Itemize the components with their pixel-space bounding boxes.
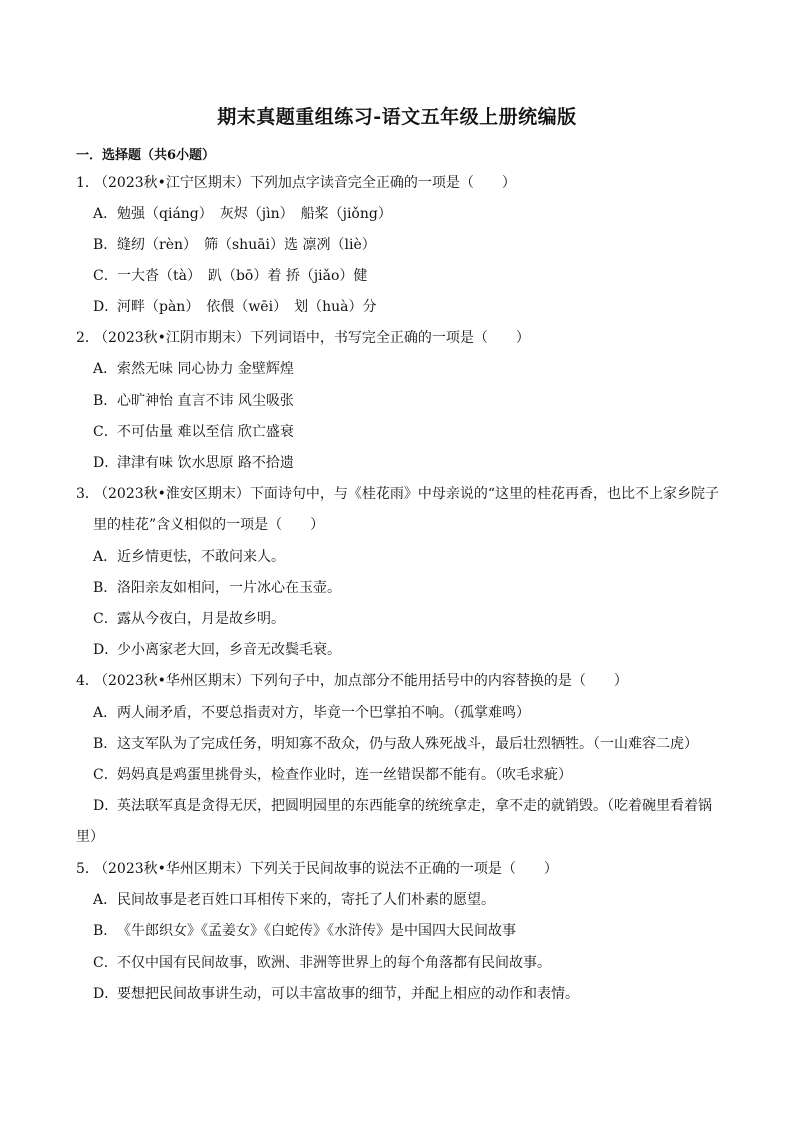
option-label: C． xyxy=(93,611,118,627)
question-4-option-c xyxy=(93,760,733,791)
option-text: 民间故事是老百姓口耳相传下来的，寄托了人们朴素的愿望。 xyxy=(117,892,495,908)
question-3-option-b xyxy=(93,573,733,604)
option-label: B． xyxy=(93,736,118,752)
option-label: A． xyxy=(93,705,118,721)
question-4-option-b xyxy=(93,729,733,760)
option-text: 不可估量 难以至信 欣亡盛衰 xyxy=(117,424,294,440)
option-label: A． xyxy=(93,549,118,565)
option-label: A． xyxy=(93,892,118,908)
question-number: 2． xyxy=(76,330,99,346)
option-text: 近乡情更怯，不敢问来人。 xyxy=(117,549,285,565)
option-text: 这支军队为了完成任务，明知寡不敌众，仍与敌人殊死战斗，最后壮烈牺牲。（一山难容二虎） xyxy=(117,736,698,752)
question-4-option-d-continued: 里） xyxy=(76,829,104,845)
option-text: 《牛郎织女》《孟姜女》《白蛇传》《水浒传》是中国四大民间故事 xyxy=(117,923,516,939)
option-label: A． xyxy=(93,206,118,222)
option-text: 不仅中国有民间故事，欧洲、非洲等世界上的每个角落都有民间故事。 xyxy=(117,955,551,971)
option-text: 露从今夜白，月是故乡明。 xyxy=(117,611,285,627)
option-label: C． xyxy=(93,767,118,783)
option-text: 心旷神怡 直言不讳 风尘吸张 xyxy=(117,393,294,409)
question-number: 5． xyxy=(76,861,99,877)
option-text: 津津有味 饮水思原 路不拾遗 xyxy=(117,455,294,471)
option-label: D． xyxy=(93,455,119,471)
option-text: 一大沓（tà） 趴（bō）着 挢（jiǎo）健 xyxy=(117,268,368,284)
option-label: B． xyxy=(93,923,118,939)
option-text: 洛阳亲友如相问，一片冰心在玉壶。 xyxy=(117,580,341,596)
question-1-option-c xyxy=(93,261,733,292)
question-2-option-d xyxy=(93,448,733,479)
option-label: D． xyxy=(93,986,119,1002)
option-label: C． xyxy=(93,268,118,284)
option-text: 英法联军真是贪得无厌，把圆明园里的东西能拿的统统拿走，拿不走的就销毁。（吃着碗里看着锅 xyxy=(117,798,712,814)
option-text: 勉强（qiáng） 灰烬（jìn） 船桨（jiǒng） xyxy=(117,206,392,222)
section-heading: 一．选择题（共6小题） xyxy=(76,148,216,163)
question-number: 3． xyxy=(76,486,99,502)
question-text: （2023秋•江阴市期末）下列词语中，书写完全正确的一项是（ ） xyxy=(94,330,530,346)
question-4-option-a xyxy=(93,698,733,729)
option-label: B． xyxy=(93,580,118,596)
option-text: 河畔（pàn） 依偎（wēi） 划（huà）分 xyxy=(117,299,377,315)
question-3-stem-continued: 里的桂花”含义相似的一项是（ ） xyxy=(93,517,325,533)
option-label: C． xyxy=(93,424,118,440)
option-label: D． xyxy=(93,798,119,814)
option-text: 妈妈真是鸡蛋里挑骨头，检查作业时，连一丝错误都不能有。（吹毛求疵） xyxy=(117,767,572,783)
question-2-stem xyxy=(76,323,726,354)
question-3-stem xyxy=(76,479,726,510)
option-text: 要想把民间故事讲生动，可以丰富故事的细节，并配上相应的动作和表情。 xyxy=(117,986,579,1002)
question-4-option-d xyxy=(93,791,733,822)
option-label: A． xyxy=(93,361,118,377)
question-1-stem xyxy=(76,168,726,199)
question-2-option-b xyxy=(93,386,733,417)
option-text: 少小离家老大回，乡音无改鬓毛衰。 xyxy=(117,642,341,658)
question-1-option-b xyxy=(93,230,733,261)
question-5-option-a xyxy=(93,885,733,916)
page-title: 期末真题重组练习-语文五年级上册统编版 xyxy=(217,106,577,128)
question-text: （2023秋•华州区期末）下列句子中，加点部分不能用括号中的内容替换的是（ ） xyxy=(94,673,628,689)
question-text: （2023秋•华州区期末）下列关于民间故事的说法不正确的一项是（ ） xyxy=(94,861,558,877)
option-text: 缝纫（rèn） 筛（shuāi）选 凛冽（liè） xyxy=(117,237,376,253)
option-label: D． xyxy=(93,299,119,315)
question-3-option-d xyxy=(93,635,733,666)
question-2-option-a xyxy=(93,354,733,385)
question-3-option-c xyxy=(93,604,733,635)
question-5-stem xyxy=(76,854,726,885)
option-text: 索然无味 同心协力 金壁辉煌 xyxy=(117,361,294,377)
option-label: B． xyxy=(93,237,118,253)
question-5-option-d xyxy=(93,979,733,1010)
question-5-option-b xyxy=(93,916,733,947)
question-number: 4． xyxy=(76,673,99,689)
question-text: （2023秋•淮安区期末）下面诗句中，与《桂花雨》中母亲说的“这里的桂花再香，也比不上家乡院子 xyxy=(94,486,720,502)
option-label: D． xyxy=(93,642,119,658)
question-5-option-c xyxy=(93,948,733,979)
option-label: C． xyxy=(93,955,118,971)
option-text: 两人闹矛盾，不要总指责对方，毕竟一个巴掌拍不响。（孤掌难鸣） xyxy=(117,705,530,721)
question-1-option-d xyxy=(93,292,733,323)
question-4-stem xyxy=(76,666,726,697)
question-3-option-a xyxy=(93,542,733,573)
question-1-option-a xyxy=(93,199,733,230)
question-2-option-c xyxy=(93,417,733,448)
option-label: B． xyxy=(93,393,118,409)
question-number: 1． xyxy=(76,175,99,191)
question-text: （2023秋•江宁区期末）下列加点字读音完全正确的一项是（ ） xyxy=(94,175,516,191)
